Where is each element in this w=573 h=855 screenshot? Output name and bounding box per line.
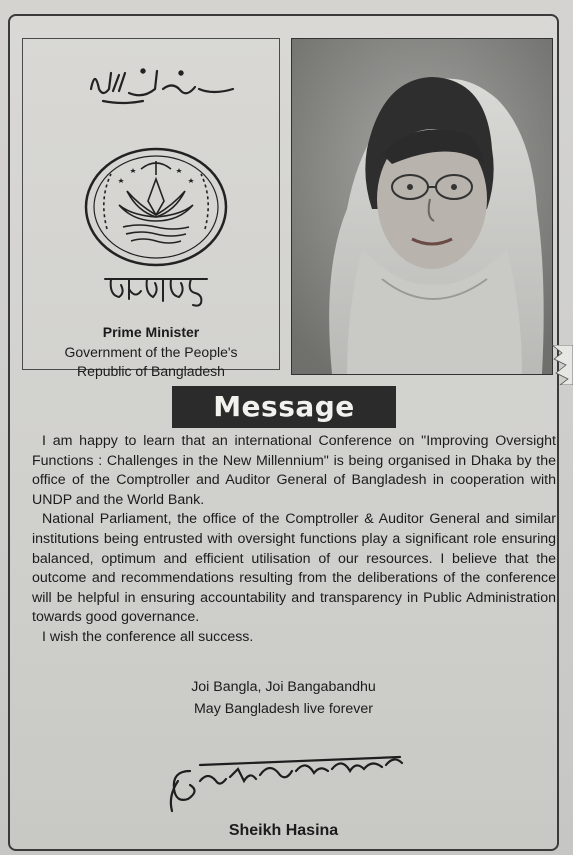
signer-name: Sheikh Hasina	[228, 822, 339, 839]
closing-line-2: May Bangladesh live forever	[193, 701, 373, 717]
message-body	[32, 432, 556, 648]
government-line-1: Government of the People's	[64, 344, 238, 360]
government-line-2: Republic of Bangladesh	[77, 363, 225, 379]
message-frame	[8, 14, 559, 851]
bismillah-calligraphy-icon	[83, 59, 243, 109]
portrait-illustration	[292, 39, 552, 374]
prime-minister-panel	[22, 38, 280, 379]
handwritten-signature-icon	[160, 741, 410, 816]
national-emblem-of-bangladesh-icon	[81, 139, 231, 269]
prodhanmontri-bengali-script-icon	[101, 269, 211, 309]
paper-tear-icon	[552, 345, 573, 385]
pm-title: Prime Minister	[102, 324, 200, 340]
message-paragraph-2: National Parliament, the office of the Comptroller & Auditor General and similar institutions being entrusted with oversight functions play a significant role ensuring balanced, optimum and efficient utilisation of our resources. I believe that the outcome and recommendations resulting from the deliberations of the conference will be helpful in ensuring accountability and transparency in Public Administration towards good governance.	[32, 511, 556, 626]
message-paragraph-1: I am happy to learn that an international Conference on "Improving Oversight Functions : Challenges in the New Millennium" is being organised in Dhaka by the office of the Comptroller and Auditor General of Bangladesh in cooperation with UNDP and the World Bank.	[32, 433, 556, 508]
government-name	[23, 343, 279, 381]
message-paragraph-3: I wish the conference all success.	[42, 628, 254, 645]
portrait-photo	[291, 38, 553, 375]
closing-line-1: Joi Bangla, Joi Bangabandhu	[191, 679, 376, 695]
message-heading: Message	[172, 386, 396, 428]
